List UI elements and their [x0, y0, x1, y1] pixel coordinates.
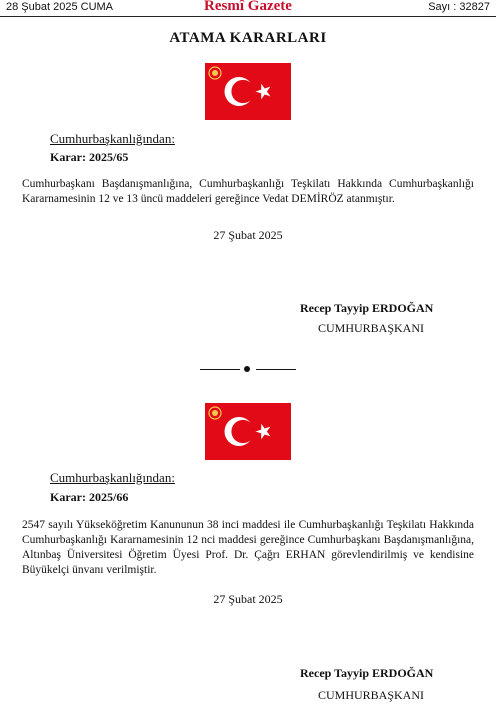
turkish-flag-icon	[205, 63, 291, 120]
issuing-authority: Cumhurbaşkanlığından:	[50, 470, 175, 485]
decision-text: 2547 sayılı Yükseköğretim Kanununun 38 inci maddesi ile Cumhurbaşkanlığı Teşkilatı Hakkında Cumhurbaşkanlığı Kararnamesinin 12 nci maddesi gereğince Cumhurbaşkanı Başdanışmanlığına, Altınbaş Üniversitesi Öğretim Üyesi Prof. Dr. Çağrı ERHAN görevlendirilmiş ve kendisine Büyükelçi ünvanı verilmiştir.	[22, 519, 474, 576]
turkish-flag-icon	[205, 403, 291, 460]
decision-date: 27 Şubat 2025	[213, 228, 283, 242]
header-date: 28 Şubat 2025 CUMA	[6, 1, 114, 13]
section-divider	[0, 364, 496, 374]
issue-number: Sayı : 32827	[428, 1, 490, 13]
gazette-header	[0, 0, 496, 17]
page-title: ATAMA KARARLARI	[169, 30, 327, 46]
decision-text: Cumhurbaşkanı Başdanışmanlığına, Cumhurbaşkanlığı Teşkilatı Hakkında Cumhurbaşkanlığı Kararnamesinin 12 ve 13 üncü maddeleri gereğince Vedat DEMİRÖZ atanmıştır.	[22, 178, 474, 205]
signer-name: Recep Tayyip ERDOĞAN	[300, 666, 434, 680]
decision-date: 27 Şubat 2025	[213, 592, 283, 606]
decision-number: Karar: 2025/66	[50, 490, 129, 504]
issuing-authority: Cumhurbaşkanlığından:	[50, 131, 175, 146]
decision-number: Karar: 2025/65	[50, 150, 129, 164]
signer-title: CUMHURBAŞKANI	[318, 321, 425, 335]
signer-name: Recep Tayyip ERDOĞAN	[300, 301, 434, 315]
gazette-title: Resmî Gazete	[204, 0, 292, 14]
signer-title: CUMHURBAŞKANI	[318, 688, 425, 702]
